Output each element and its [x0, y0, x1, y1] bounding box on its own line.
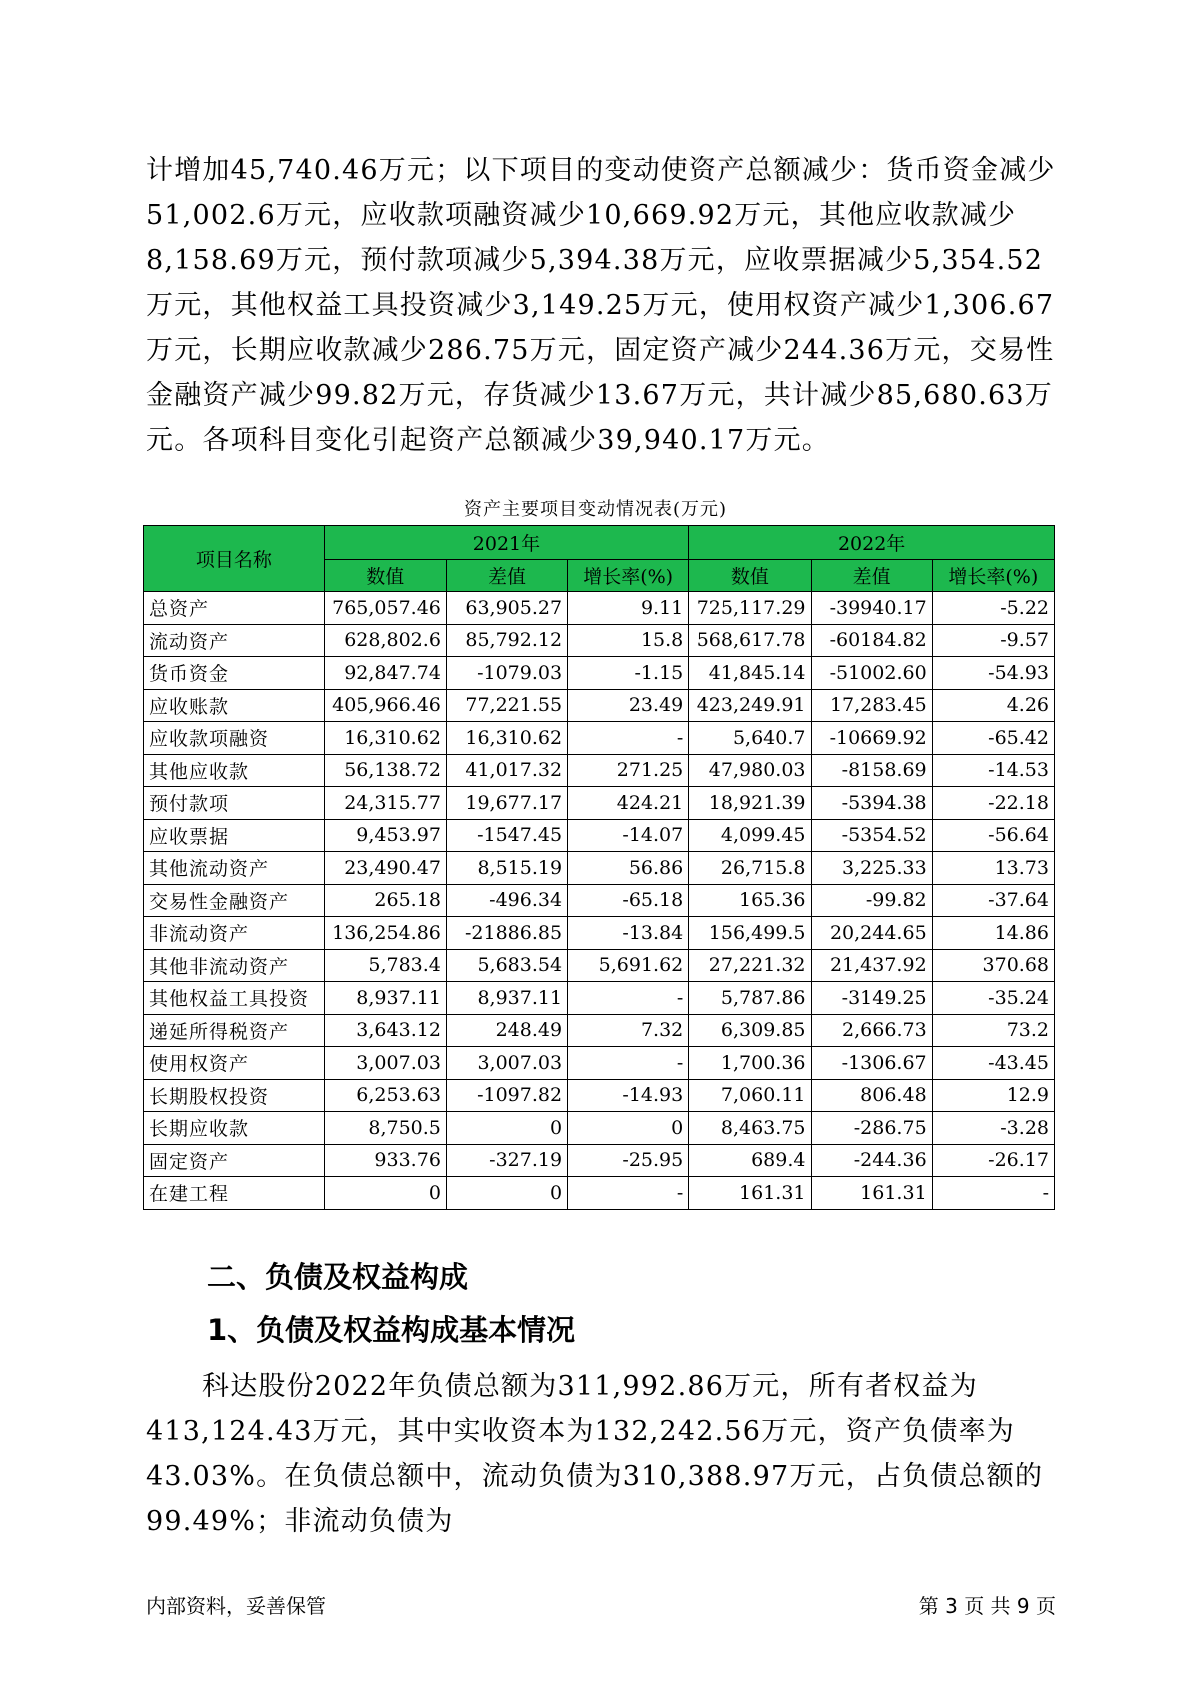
cell-diff-2022: 806.48 — [811, 1079, 932, 1112]
cell-value-2021: 92,847.74 — [324, 657, 446, 690]
table-row — [144, 624, 1055, 657]
cell-growth-2021: -14.93 — [568, 1079, 689, 1112]
table-row — [144, 1112, 1055, 1145]
cell-growth-2022: -35.24 — [932, 982, 1054, 1015]
cell-diff-2021: -496.34 — [446, 884, 567, 917]
header-year-2021: 2021年 — [324, 526, 689, 560]
cell-diff-2021: 85,792.12 — [446, 624, 567, 657]
header-value-2022: 数值 — [689, 560, 811, 592]
cell-diff-2022: 161.31 — [811, 1177, 932, 1210]
cell-growth-2022: 14.86 — [932, 917, 1054, 950]
cell-diff-2021: -21886.85 — [446, 917, 567, 950]
cell-value-2022: 6,309.85 — [689, 1014, 811, 1047]
table-row — [144, 754, 1055, 787]
table-body — [144, 592, 1055, 1210]
cell-value-2022: 5,787.86 — [689, 982, 811, 1015]
cell-diff-2021: 16,310.62 — [446, 722, 567, 755]
cell-growth-2022: -65.42 — [932, 722, 1054, 755]
cell-diff-2021: -1079.03 — [446, 657, 567, 690]
cell-diff-2021: -1097.82 — [446, 1079, 567, 1112]
footer-page-number: 第 3 页 共 9 页 — [918, 1594, 1056, 1618]
cell-item-name: 其他非流动资产 — [144, 949, 325, 982]
table-row — [144, 819, 1055, 852]
cell-value-2021: 265.18 — [324, 884, 446, 917]
table-row — [144, 884, 1055, 917]
cell-value-2021: 3,643.12 — [324, 1014, 446, 1047]
table-caption: 资产主要项目变动情况表(万元) — [463, 499, 728, 520]
table-row — [144, 949, 1055, 982]
cell-diff-2022: 17,283.45 — [811, 689, 932, 722]
cell-item-name: 长期应收款 — [144, 1112, 325, 1145]
cell-growth-2021: -65.18 — [568, 884, 689, 917]
cell-value-2021: 765,057.46 — [324, 592, 446, 625]
cell-diff-2021: 77,221.55 — [446, 689, 567, 722]
cell-value-2021: 628,802.6 — [324, 624, 446, 657]
cell-item-name: 使用权资产 — [144, 1047, 325, 1080]
table-row — [144, 592, 1055, 625]
cell-diff-2022: -99.82 — [811, 884, 932, 917]
cell-value-2021: 136,254.86 — [324, 917, 446, 950]
table-row — [144, 722, 1055, 755]
cell-diff-2022: -5394.38 — [811, 787, 932, 820]
table-row — [144, 852, 1055, 885]
paragraph-text: 计增加45,740.46万元；以下项目的变动使资产总额减少：货币资金减少51,002.6万元，应收款项融资减少10,669.92万元，其他应收款减少8,158.69万元，预付款项减少5,394.38万元，应收票据减少5,354.52万元，其他权益工具投资减少3,149.25万元，使用权资产减少1,306.67万元，长期应收款减少286.75万元，固定资产减少244.36万元，交易性金融资产减少99.82万元，存货减少13.67万元，共计减少85,680.63万元。各项科目变化引起资产总额减少39,940.17万元。 — [146, 155, 1056, 456]
cell-diff-2022: -10669.92 — [811, 722, 932, 755]
cell-growth-2022: 4.26 — [932, 689, 1054, 722]
cell-growth-2022: 73.2 — [932, 1014, 1054, 1047]
cell-value-2021: 23,490.47 — [324, 852, 446, 885]
cell-value-2021: 933.76 — [324, 1144, 446, 1177]
cell-diff-2021: 0 — [446, 1177, 567, 1210]
cell-diff-2022: -5354.52 — [811, 819, 932, 852]
cell-value-2021: 405,966.46 — [324, 689, 446, 722]
cell-growth-2021: - — [568, 982, 689, 1015]
cell-growth-2021: -14.07 — [568, 819, 689, 852]
cell-diff-2022: 20,244.65 — [811, 917, 932, 950]
cell-growth-2022: -37.64 — [932, 884, 1054, 917]
cell-growth-2021: 7.32 — [568, 1014, 689, 1047]
section-heading: 二、负债及权益构成 — [207, 1260, 469, 1294]
cell-growth-2022: -9.57 — [932, 624, 1054, 657]
cell-value-2021: 5,783.4 — [324, 949, 446, 982]
cell-value-2021: 8,937.11 — [324, 982, 446, 1015]
header-diff-2022: 差值 — [811, 560, 932, 592]
cell-growth-2021: - — [568, 1177, 689, 1210]
cell-growth-2022: -56.64 — [932, 819, 1054, 852]
cell-diff-2022: -51002.60 — [811, 657, 932, 690]
cell-growth-2021: 9.11 — [568, 592, 689, 625]
cell-diff-2022: -286.75 — [811, 1112, 932, 1145]
cell-value-2021: 16,310.62 — [324, 722, 446, 755]
table-row — [144, 1079, 1055, 1112]
cell-item-name: 在建工程 — [144, 1177, 325, 1210]
cell-value-2021: 9,453.97 — [324, 819, 446, 852]
table-row — [144, 689, 1055, 722]
cell-growth-2021: - — [568, 722, 689, 755]
cell-item-name: 非流动资产 — [144, 917, 325, 950]
cell-diff-2021: 8,515.19 — [446, 852, 567, 885]
header-growth-2021: 增长率(%) — [568, 560, 689, 592]
cell-value-2021: 56,138.72 — [324, 754, 446, 787]
cell-value-2022: 5,640.7 — [689, 722, 811, 755]
cell-item-name: 应收款项融资 — [144, 722, 325, 755]
cell-value-2022: 26,715.8 — [689, 852, 811, 885]
cell-value-2022: 689.4 — [689, 1144, 811, 1177]
paragraph-liabilities — [146, 1364, 1058, 1544]
cell-diff-2022: -3149.25 — [811, 982, 932, 1015]
cell-item-name: 预付款项 — [144, 787, 325, 820]
footer-confidential-note: 内部资料，妥善保管 — [146, 1594, 326, 1618]
table-row — [144, 1144, 1055, 1177]
table-row — [144, 787, 1055, 820]
cell-value-2021: 8,750.5 — [324, 1112, 446, 1145]
cell-value-2022: 161.31 — [689, 1177, 811, 1210]
cell-value-2022: 18,921.39 — [689, 787, 811, 820]
cell-item-name: 长期股权投资 — [144, 1079, 325, 1112]
cell-growth-2022: -22.18 — [932, 787, 1054, 820]
cell-value-2022: 156,499.5 — [689, 917, 811, 950]
cell-diff-2022: -1306.67 — [811, 1047, 932, 1080]
cell-item-name: 其他权益工具投资 — [144, 982, 325, 1015]
cell-growth-2022: -3.28 — [932, 1112, 1054, 1145]
table-row — [144, 917, 1055, 950]
cell-growth-2022: -54.93 — [932, 657, 1054, 690]
cell-growth-2022: -26.17 — [932, 1144, 1054, 1177]
cell-item-name: 应收账款 — [144, 689, 325, 722]
table-row — [144, 1177, 1055, 1210]
header-item-name: 项目名称 — [144, 526, 325, 592]
cell-value-2021: 3,007.03 — [324, 1047, 446, 1080]
cell-value-2022: 725,117.29 — [689, 592, 811, 625]
cell-growth-2021: -1.15 — [568, 657, 689, 690]
cell-growth-2022: 12.9 — [932, 1079, 1054, 1112]
cell-diff-2021: 0 — [446, 1112, 567, 1145]
cell-item-name: 递延所得税资产 — [144, 1014, 325, 1047]
cell-diff-2022: 3,225.33 — [811, 852, 932, 885]
cell-diff-2021: 41,017.32 — [446, 754, 567, 787]
cell-value-2022: 27,221.32 — [689, 949, 811, 982]
cell-diff-2022: -244.36 — [811, 1144, 932, 1177]
cell-growth-2021: 271.25 — [568, 754, 689, 787]
cell-growth-2021: 0 — [568, 1112, 689, 1145]
cell-diff-2021: 8,937.11 — [446, 982, 567, 1015]
cell-growth-2021: - — [568, 1047, 689, 1080]
cell-item-name: 交易性金融资产 — [144, 884, 325, 917]
cell-growth-2022: -43.45 — [932, 1047, 1054, 1080]
cell-growth-2022: -14.53 — [932, 754, 1054, 787]
table-row — [144, 657, 1055, 690]
cell-diff-2021: 248.49 — [446, 1014, 567, 1047]
header-diff-2021: 差值 — [446, 560, 567, 592]
cell-diff-2021: 3,007.03 — [446, 1047, 567, 1080]
table-row — [144, 1014, 1055, 1047]
cell-value-2022: 41,845.14 — [689, 657, 811, 690]
cell-item-name: 货币资金 — [144, 657, 325, 690]
cell-value-2022: 165.36 — [689, 884, 811, 917]
cell-growth-2022: 13.73 — [932, 852, 1054, 885]
cell-growth-2021: 23.49 — [568, 689, 689, 722]
cell-item-name: 流动资产 — [144, 624, 325, 657]
table-row — [144, 982, 1055, 1015]
cell-growth-2021: 15.8 — [568, 624, 689, 657]
cell-value-2022: 7,060.11 — [689, 1079, 811, 1112]
cell-diff-2022: -60184.82 — [811, 624, 932, 657]
cell-value-2022: 568,617.78 — [689, 624, 811, 657]
cell-growth-2021: -25.95 — [568, 1144, 689, 1177]
cell-value-2022: 423,249.91 — [689, 689, 811, 722]
cell-diff-2021: 5,683.54 — [446, 949, 567, 982]
cell-value-2021: 24,315.77 — [324, 787, 446, 820]
cell-diff-2022: -8158.69 — [811, 754, 932, 787]
cell-growth-2021: 5,691.62 — [568, 949, 689, 982]
table-row — [144, 1047, 1055, 1080]
cell-item-name: 总资产 — [144, 592, 325, 625]
cell-growth-2021: 424.21 — [568, 787, 689, 820]
cell-diff-2021: -327.19 — [446, 1144, 567, 1177]
header-value-2021: 数值 — [324, 560, 446, 592]
cell-diff-2021: -1547.45 — [446, 819, 567, 852]
cell-item-name: 其他应收款 — [144, 754, 325, 787]
cell-item-name: 其他流动资产 — [144, 852, 325, 885]
cell-growth-2021: 56.86 — [568, 852, 689, 885]
paragraph-asset-changes — [146, 148, 1058, 463]
cell-diff-2022: -39940.17 — [811, 592, 932, 625]
cell-growth-2022: -5.22 — [932, 592, 1054, 625]
header-growth-2022: 增长率(%) — [932, 560, 1054, 592]
cell-growth-2021: -13.84 — [568, 917, 689, 950]
cell-growth-2022: 370.68 — [932, 949, 1054, 982]
cell-item-name: 固定资产 — [144, 1144, 325, 1177]
paragraph-text: 科达股份2022年负债总额为311,992.86万元，所有者权益为413,124.43万元，其中实收资本为132,242.56万元，资产负债率为43.03%。在负债总额中，流动负债为310,388.97万元，占负债总额的99.49%；非流动负债为 — [146, 1371, 1044, 1537]
cell-diff-2022: 21,437.92 — [811, 949, 932, 982]
cell-diff-2021: 19,677.17 — [446, 787, 567, 820]
cell-growth-2022: - — [932, 1177, 1054, 1210]
cell-value-2022: 47,980.03 — [689, 754, 811, 787]
asset-change-table — [143, 525, 1055, 1210]
cell-value-2021: 6,253.63 — [324, 1079, 446, 1112]
cell-value-2022: 8,463.75 — [689, 1112, 811, 1145]
cell-value-2022: 1,700.36 — [689, 1047, 811, 1080]
cell-diff-2021: 63,905.27 — [446, 592, 567, 625]
header-year-2022: 2022年 — [689, 526, 1055, 560]
cell-value-2021: 0 — [324, 1177, 446, 1210]
cell-item-name: 应收票据 — [144, 819, 325, 852]
subsection-heading: 1、负债及权益构成基本情况 — [207, 1313, 576, 1347]
table-header-row-years — [144, 526, 1055, 560]
cell-value-2022: 4,099.45 — [689, 819, 811, 852]
cell-diff-2022: 2,666.73 — [811, 1014, 932, 1047]
